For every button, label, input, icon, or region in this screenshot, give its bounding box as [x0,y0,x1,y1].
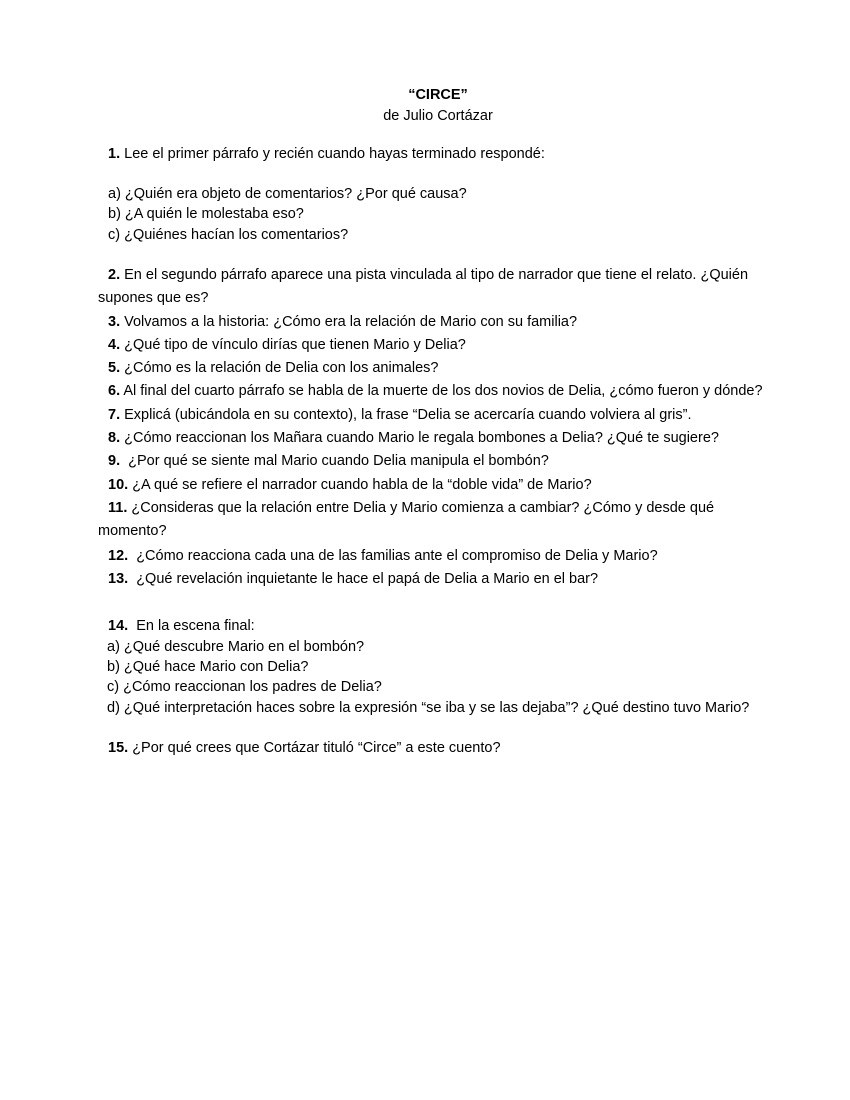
question-11 [108,497,714,519]
question-number: 7. [108,407,121,423]
question-6 [108,380,763,402]
question-number: 11. [108,500,128,516]
question-14-sub-c: c) ¿Cómo reaccionan los padres de Delia? [107,679,382,695]
question-number: 5. [108,360,121,376]
question-14 [108,615,255,637]
question-1-sub-c: c) ¿Quiénes hacían los comentarios? [108,227,349,243]
question-text: Volvamos a la historia: ¿Cómo era la relación de Mario con su familia? [124,314,578,330]
question-9 [108,450,549,472]
question-14-sub-b: b) ¿Qué hace Mario con Delia? [107,659,309,675]
question-text: ¿Por qué se siente mal Mario cuando Delia manipula el bombón? [128,453,549,469]
question-number: 14. [108,618,129,634]
question-1-sub-b: b) ¿A quién le molestaba eso? [108,206,304,222]
question-number: 6. [108,383,121,399]
question-text: ¿Cómo reaccionan los Mañara cuando Mario le regala bombones a Delia? ¿Qué te sugiere? [124,430,719,446]
question-number: 4. [108,337,121,353]
question-5 [108,357,438,379]
question-15 [108,737,501,759]
question-1-sub-a: a) ¿Quién era objeto de comentarios? ¿Por qué causa? [108,186,467,202]
question-13 [108,568,598,590]
question-text: Al final del cuarto párrafo se habla de la muerte de los dos novios de Delia, ¿cómo fueron y dónde? [123,383,763,399]
question-number: 2. [108,267,121,283]
question-text: Explicá (ubicándola en su contexto), la frase “Delia se acercaría cuando volviera al gris”. [124,407,692,423]
question-11-continuation: momento? [98,523,167,539]
question-number: 1. [108,146,121,162]
question-12 [108,545,658,567]
question-text: ¿Por qué crees que Cortázar tituló “Circe” a este cuento? [132,740,501,756]
question-text: Lee el primer párrafo y recién cuando hayas terminado respondé: [124,146,545,162]
question-number: 12. [108,548,129,564]
question-14-sub-d: d) ¿Qué interpretación haces sobre la expresión “se iba y se las dejaba”? ¿Qué destino tuvo Mario? [107,700,750,716]
question-8 [108,427,719,449]
question-1 [108,143,545,165]
question-text: ¿Consideras que la relación entre Delia y Mario comienza a cambiar? ¿Cómo y desde qué [131,500,715,516]
question-2-continuation: supones que es? [98,290,209,306]
question-14-sub-a: a) ¿Qué descubre Mario en el bombón? [107,639,365,655]
question-number: 15. [108,740,129,756]
question-number: 9. [108,453,121,469]
question-number: 13. [108,571,129,587]
question-number: 8. [108,430,121,446]
question-text: En el segundo párrafo aparece una pista vinculada al tipo de narrador que tiene el relato. ¿Quién [124,267,749,283]
question-10 [108,474,592,496]
question-3 [108,311,577,333]
question-text: ¿A qué se refiere el narrador cuando habla de la “doble vida” de Mario? [132,477,592,493]
question-4 [108,334,466,356]
document-title: “CIRCE” [408,87,468,103]
question-number: 10. [108,477,129,493]
question-number: 3. [108,314,121,330]
question-text: ¿Qué revelación inquietante le hace el papá de Delia a Mario en el bar? [136,571,599,587]
question-2 [108,264,748,286]
question-text: ¿Cómo es la relación de Delia con los animales? [124,360,439,376]
question-text: ¿Cómo reacciona cada una de las familias ante el compromiso de Delia y Mario? [136,548,658,564]
document-author: de Julio Cortázar [383,108,493,124]
question-text: En la escena final: [136,618,255,634]
question-7 [108,404,692,426]
question-text: ¿Qué tipo de vínculo dirías que tienen Mario y Delia? [124,337,466,353]
